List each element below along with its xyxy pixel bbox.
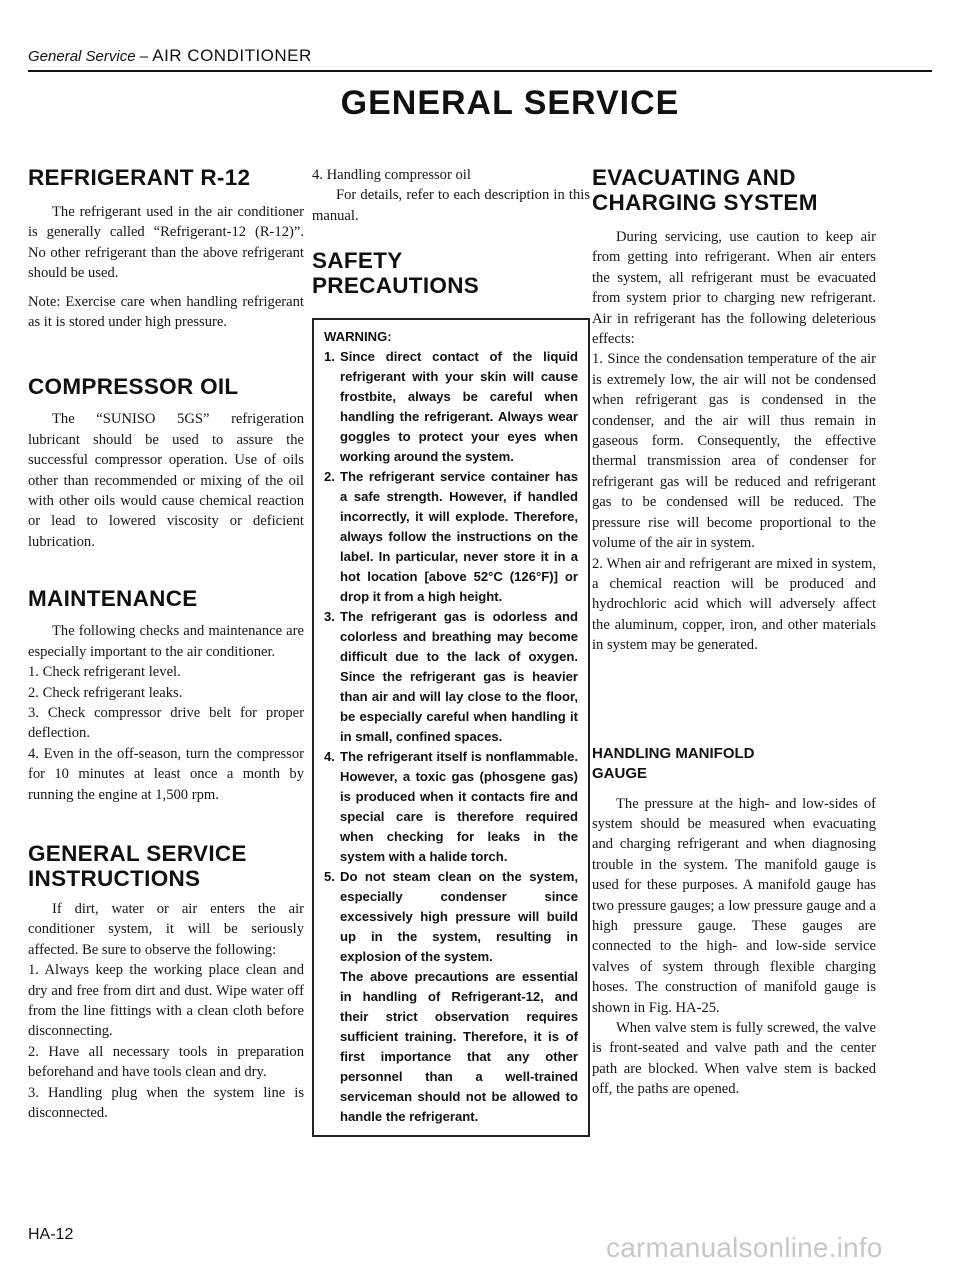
- instructions-heading-line2: INSTRUCTIONS: [28, 865, 201, 891]
- watermark: carmanualsonline.info: [606, 1232, 883, 1263]
- maintenance-intro: The following checks and maintenance are especially important to the air conditioner.: [28, 623, 304, 660]
- safety-heading-line1: SAFETY: [312, 248, 403, 274]
- manifold-body-2: When valve stem is fully screwed, the valve is front-seated and valve path and the center path are blocked. When valve stem is backed off, the paths are opened.: [592, 1020, 876, 1098]
- safety-heading: [312, 248, 590, 298]
- maintenance-heading: MAINTENANCE: [28, 586, 198, 612]
- warning-label: WARNING:: [324, 329, 392, 345]
- running-header: [28, 46, 932, 72]
- warning-item-text: The refrigerant service container has a safe strength. However, if handled incorrectly, it will explode. Therefore, always follow the instructions on the label. In particular, never store it in a hot location [above 52°C (126°F)] or drop it from a high height.: [340, 469, 578, 605]
- warning-item-text: Since direct contact of the liquid refrigerant with your skin will cause frostbite, always be careful when handling the refrigerant. Always wear goggles to protect your eyes when working around the system.: [340, 349, 578, 465]
- warning-item: [324, 347, 578, 467]
- refrigerant-heading: REFRIGERANT R-12: [28, 165, 251, 190]
- header-main: AIR CONDITIONER: [152, 46, 312, 65]
- maintenance-item: 2. Check refrigerant leaks.: [28, 684, 183, 701]
- warning-item-text: The refrigerant itself is nonflammable. However, a toxic gas (phosgene gas) is produced when it contacts fire and special care is therefore required when checking for leaks in the system with a halide torch.: [340, 749, 578, 865]
- maintenance-item: 4. Even in the off-season, turn the compressor for 10 minutes at least once a month by running the engine at 1,500 rpm.: [28, 745, 304, 803]
- warning-item-number: 4.: [324, 749, 335, 765]
- warning-item-number: 3.: [324, 609, 335, 625]
- refrigerant-note: [28, 292, 304, 333]
- instructions-item: 3. Handling plug when the system line is disconnected.: [28, 1084, 304, 1121]
- refrigerant-body: The refrigerant used in the air conditioner is generally called “Refrigerant-12 (R-12)”. No other refrigerant than the above refrigerant should be used.: [28, 204, 304, 282]
- evacuating-item: 2. When air and refrigerant are mixed in system, a chemical reaction will be produced and hydrochloric acid which will adversely affect the aluminum, copper, iron, and other materials in system may be generated.: [592, 555, 876, 654]
- warning-item: [324, 747, 578, 867]
- compressor-oil-heading: COMPRESSOR OIL: [28, 374, 239, 400]
- continued-item: 4. Handling compressor oil: [312, 167, 471, 183]
- warning-item: [324, 467, 578, 607]
- warning-item-number: 1.: [324, 349, 335, 365]
- evacuating-body: During servicing, use caution to keep air from getting into refrigerant. When air enters the system, all refrigerant must be evacuated from system prior to charging new refrigerant. Air in refrigerant has the following deleterious effects:: [592, 229, 876, 348]
- column-middle: [312, 165, 590, 1137]
- evacuating-heading-line1: EVACUATING AND: [592, 165, 796, 190]
- manifold-heading-line2: GAUGE: [592, 764, 648, 782]
- manifold-heading-line1: HANDLING MANIFOLD: [592, 744, 755, 762]
- warning-box: [312, 318, 590, 1137]
- instructions-item: 2. Have all necessary tools in preparation beforehand and have tools clean and dry.: [28, 1043, 304, 1081]
- note-text: Exercise care when handling refrigerant as it is stored under high pressure.: [28, 293, 304, 331]
- column-right: [592, 165, 876, 1100]
- compressor-oil-body: The “SUNISO 5GS” refrigeration lubricant should be used to assure the successful compressor operation. Use of oils other than recommended or mixing of the oil with other oils would cause chemical reaction or lead to lowered viscosity or deficient lubrication.: [28, 411, 304, 550]
- instructions-heading: [28, 841, 304, 891]
- instructions-item: 1. Always keep the working place clean and dry and free from dirt and dust. Wipe water off from the line fittings with a clean cloth before disconnecting.: [28, 962, 304, 1040]
- warning-item: [324, 607, 578, 747]
- warning-item-text: The refrigerant gas is odorless and colorless and breathing may become difficult due to the lack of oxygen. Since the refrigerant gas is heavier than air and will lay close to the floor, be especially careful when handling it in small, confined spaces.: [340, 609, 578, 745]
- note-label: Note:: [28, 293, 61, 310]
- manifold-body: The pressure at the high- and low-sides of system should be measured when evacuating and charging refrigerant and when diagnosing trouble in the system. The manifold gauge is used for these purposes. A manifold gauge has two pressure gauges; a low pressure gauge and a high pressure gauge. These gauges are connected to the high- and low-side service valves of system through flexible charging hoses. The construction of manifold gauge is shown in Fig. HA-25.: [592, 795, 876, 1016]
- warning-item-number: 5.: [324, 869, 335, 885]
- warning-item-number: 2.: [324, 469, 335, 485]
- warning-item-text: Do not steam clean on the system, especially condenser since excessively high pressure will build up in the system, resulting in explosion of the system.: [340, 869, 578, 965]
- evacuating-heading-line2: CHARGING SYSTEM: [592, 190, 818, 215]
- maintenance-item: 1. Check refrigerant level.: [28, 664, 181, 681]
- warning-item: [324, 867, 578, 967]
- page-title: GENERAL SERVICE: [340, 84, 680, 122]
- evacuating-heading: [592, 165, 876, 215]
- instructions-heading-line1: GENERAL SERVICE: [28, 840, 247, 866]
- column-left: [28, 165, 304, 1123]
- warning-closing: The above precautions are essential in handling of Refrigerant-12, and their strict observation requires sufficient training. Therefore, it is of first importance that any other personnel than a well-trained serviceman should not be allowed to handle the refrigerant.: [340, 969, 578, 1125]
- continued-text: For details, refer to each description in this manual.: [312, 187, 590, 224]
- manifold-heading: [592, 744, 876, 784]
- header-section: General Service –: [28, 48, 149, 65]
- maintenance-item: 3. Check compressor drive belt for proper deflection.: [28, 704, 304, 742]
- safety-heading-line2: PRECAUTIONS: [312, 273, 480, 299]
- instructions-intro: If dirt, water or air enters the air conditioner system, it will be seriously affected. Be sure to observe the following:: [28, 900, 304, 958]
- page-number: HA-12: [28, 1226, 74, 1243]
- evacuating-item: 1. Since the condensation temperature of the air is extremely low, the air will not be condensed when refrigerant gas is condensed in the condenser, and the air will thus remain in gaseous form. Consequently, the effective thermal transmission area of condenser for refrigerant gas will be reduced and refrigerant gas to be condensed will be reduced. The pressure rise will become proportional to the volume of the air in system.: [592, 351, 876, 552]
